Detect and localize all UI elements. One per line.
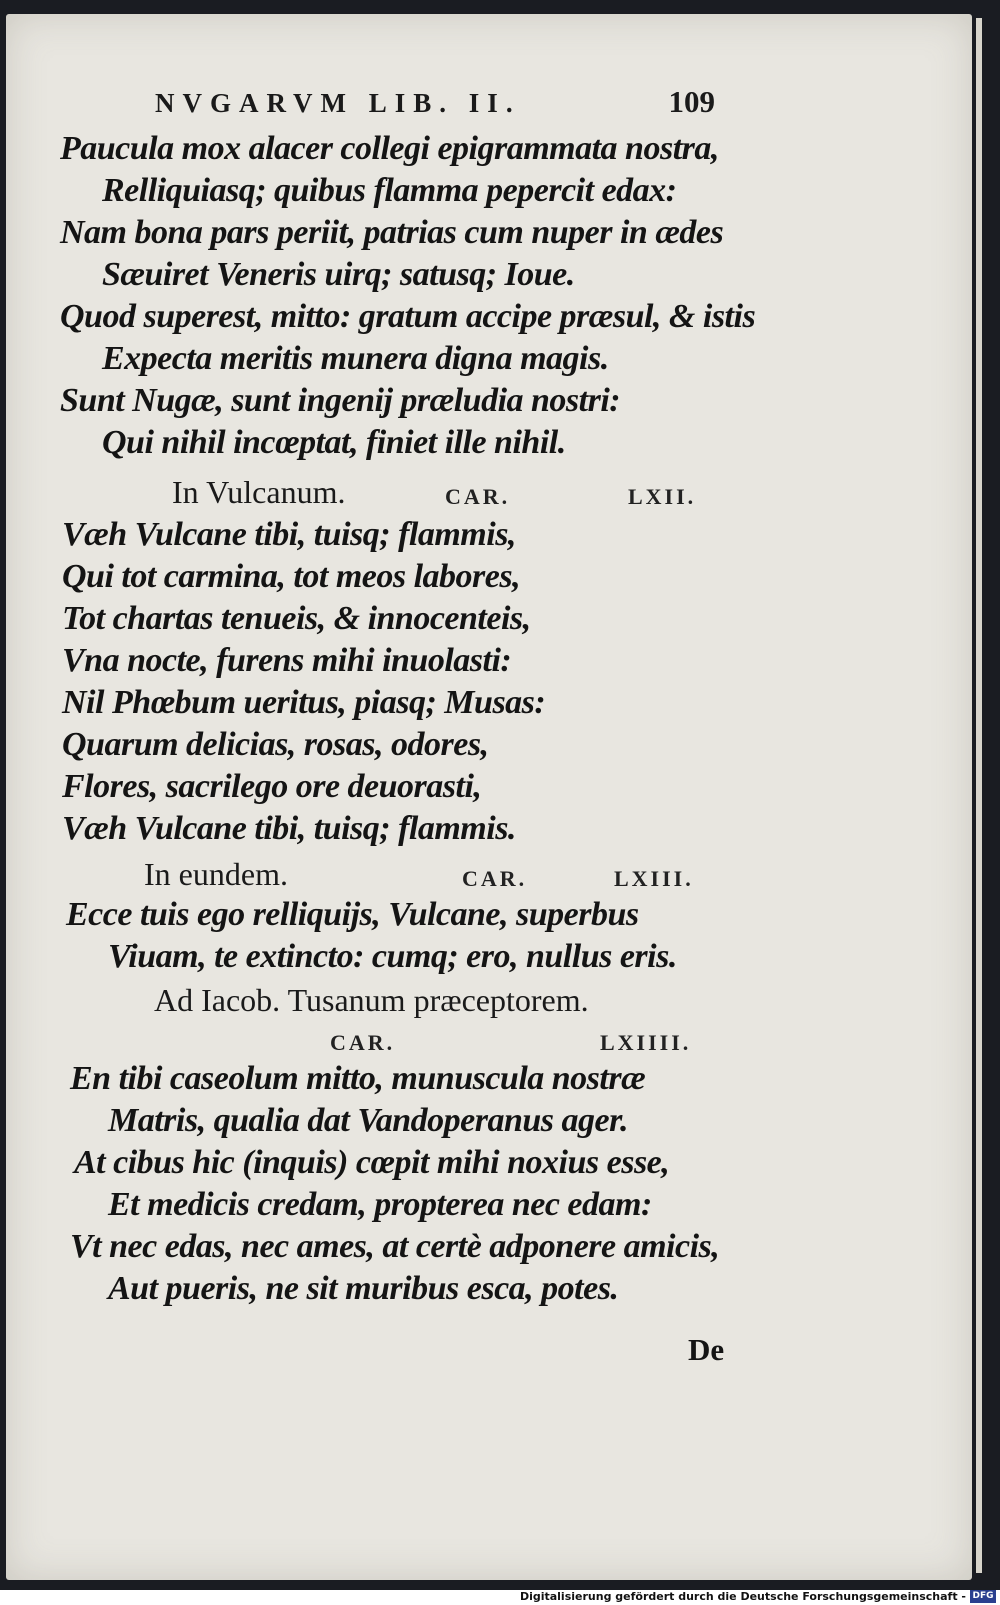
verse-line: Nam bona pars periit, patrias cum nuper in ædes (60, 214, 724, 251)
verse-line: Quod superest, mitto: gratum accipe præsul, & istis (60, 298, 756, 335)
carmen-number: LXIII. (614, 866, 694, 891)
verse-line: Flores, sacrilego ore deuorasti, (62, 768, 482, 805)
carmen-label: CAR. (445, 484, 511, 509)
verse-line: Væh Vulcane tibi, tuisq; flammis, (62, 516, 516, 553)
carmen-label: CAR. (462, 866, 528, 891)
verse-line: Qui tot carmina, tot meos labores, (62, 558, 521, 595)
running-header (155, 84, 715, 128)
verse-line: Vna nocte, furens mihi inuolasti: (62, 642, 512, 679)
verse-line: Viuam, te extincto: cumq; ero, nullus eris. (108, 938, 677, 975)
page-number: 109 (668, 84, 715, 119)
page-edge (976, 18, 982, 1573)
verse-line: Relliquiasq; quibus flamma pepercit edax: (102, 172, 677, 209)
verse-line: Nil Phœbum ueritus, piasq; Musas: (62, 684, 546, 721)
footer-bar (0, 1590, 1000, 1605)
funding-credit: Digitalisierung gefördert durch die Deutsche Forschungsgemeinschaft - (519, 1590, 966, 1603)
verse-line: Matris, qualia dat Vandoperanus ager. (108, 1102, 628, 1139)
dfg-logo: DFG (970, 1590, 996, 1603)
verse-line: Sæuiret Veneris uirq; satusq; Ioue. (102, 256, 575, 293)
verse-line: Væh Vulcane tibi, tuisq; flammis. (62, 810, 516, 847)
poem-title: In eundem. (144, 856, 288, 892)
verse-line: Aut pueris, ne sit muribus esca, potes. (108, 1270, 619, 1307)
catchword: De (688, 1332, 725, 1367)
verse-line: Sunt Nugæ, sunt ingenij præludia nostri: (60, 382, 621, 419)
verse-line: Vt nec edas, nec ames, at certè adponere amicis, (70, 1228, 720, 1265)
verse-line: Quarum delicias, rosas, odores, (62, 726, 489, 763)
carmen-number: LXIIII. (600, 1030, 692, 1055)
carmen-number: LXII. (628, 484, 697, 509)
verse-line: Paucula mox alacer collegi epigrammata nostra, (60, 130, 719, 167)
verse-line: At cibus hic (inquis) cœpit mihi noxius esse, (74, 1144, 670, 1181)
verse-line: En tibi caseolum mitto, munuscula nostræ (70, 1060, 646, 1097)
verse-line: Tot chartas tenueis, & innocenteis, (62, 600, 531, 637)
verse-line: Et medicis credam, propterea nec edam: (108, 1186, 652, 1223)
verse-line: Ecce tuis ego relliquijs, Vulcane, superbus (66, 896, 639, 933)
carmen-label: CAR. (330, 1030, 396, 1055)
verse-line: Expecta meritis munera digna magis. (102, 340, 609, 377)
poem-title: Ad Iacob. Tusanum præceptorem. (154, 982, 589, 1018)
poem-title: In Vulcanum. (172, 474, 346, 510)
verse-line: Qui nihil incœptat, finiet ille nihil. (102, 424, 566, 461)
running-title: NVGARVM LIB. II. (155, 88, 521, 118)
